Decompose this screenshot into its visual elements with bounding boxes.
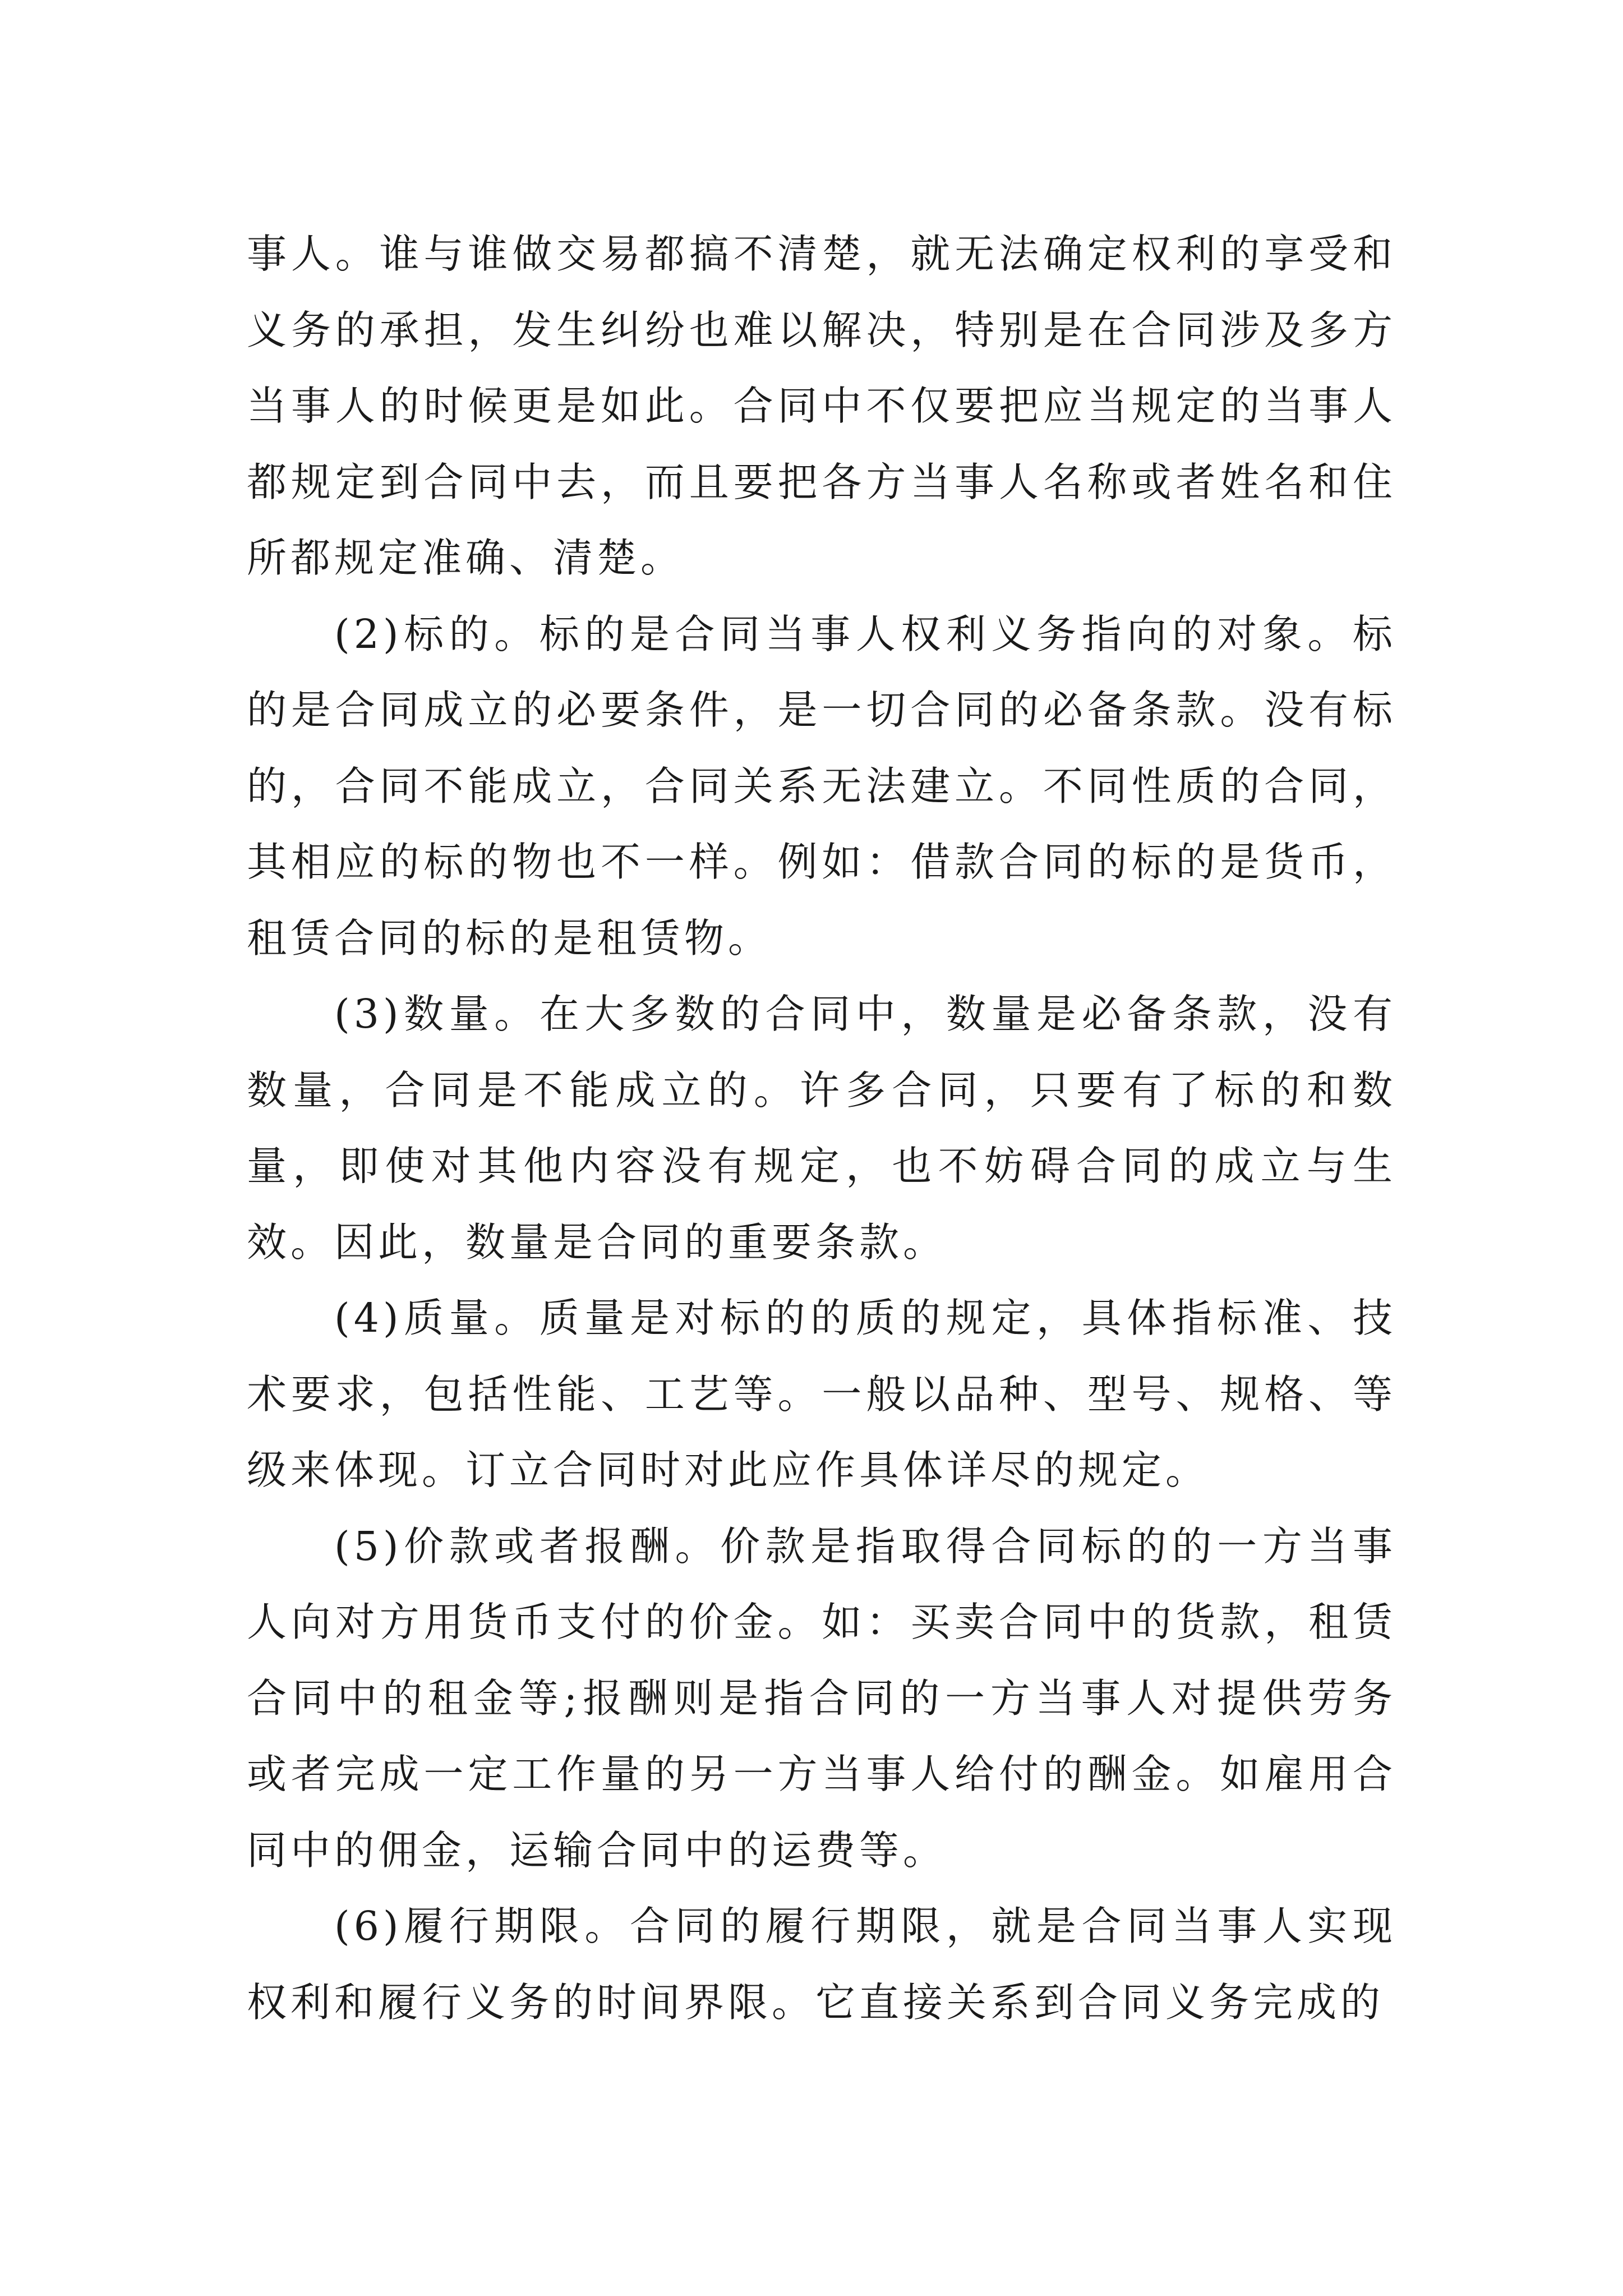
paragraph-price-remuneration: (5)价款或者报酬。价款是指取得合同标的的一方当事人向对方用货币支付的价金。如：买卖合同中的货款，租赁合同中的租金等;报酬则是指合同的一方当事人对提供劳务或者完成一定工作量的另一方当事人给付的酬金。如雇用合同中的佣金，运输合同中的运费等。 <box>247 1522 1396 1874</box>
paragraph-subject-matter: (2)标的。标的是合同当事人权利义务指向的对象。标的是合同成立的必要条件，是一切合同的必备条款。没有标的，合同不能成立，合同关系无法建立。不同性质的合同，其相应的标的物也不一样。例如：借款合同的标的是货币，租赁合同的标的是租赁物。 <box>247 610 1396 961</box>
paragraph-parties-continued: 事人。谁与谁做交易都搞不清楚，就无法确定权利的享受和义务的承担，发生纠纷也难以解决，特别是在合同涉及多方当事人的时候更是如此。合同中不仅要把应当规定的当事人都规定到合同中去，而且要把各方当事人名称或者姓名和住所都规定准确、清楚。 <box>247 231 1396 581</box>
paragraph-quantity: (3)数量。在大多数的合同中，数量是必备条款，没有数量，合同是不能成立的。许多合同，只要有了标的和数量，即使对其他内容没有规定，也不妨碍合同的成立与生效。因此，数量是合同的重要条款。 <box>247 991 1396 1266</box>
paragraph-quality: (4)质量。质量是对标的的质的规定，具体指标准、技术要求，包括性能、工艺等。一般以品种、型号、规格、等级来体现。订立合同时对此应作具体详尽的规定。 <box>247 1295 1396 1493</box>
body-text <box>247 216 1396 2040</box>
paragraph-performance-period: (6)履行期限。合同的履行期限，就是合同当事人实现权利和履行义务的时间界限。它直接关系到合同义务完成的 <box>247 1903 1396 2026</box>
